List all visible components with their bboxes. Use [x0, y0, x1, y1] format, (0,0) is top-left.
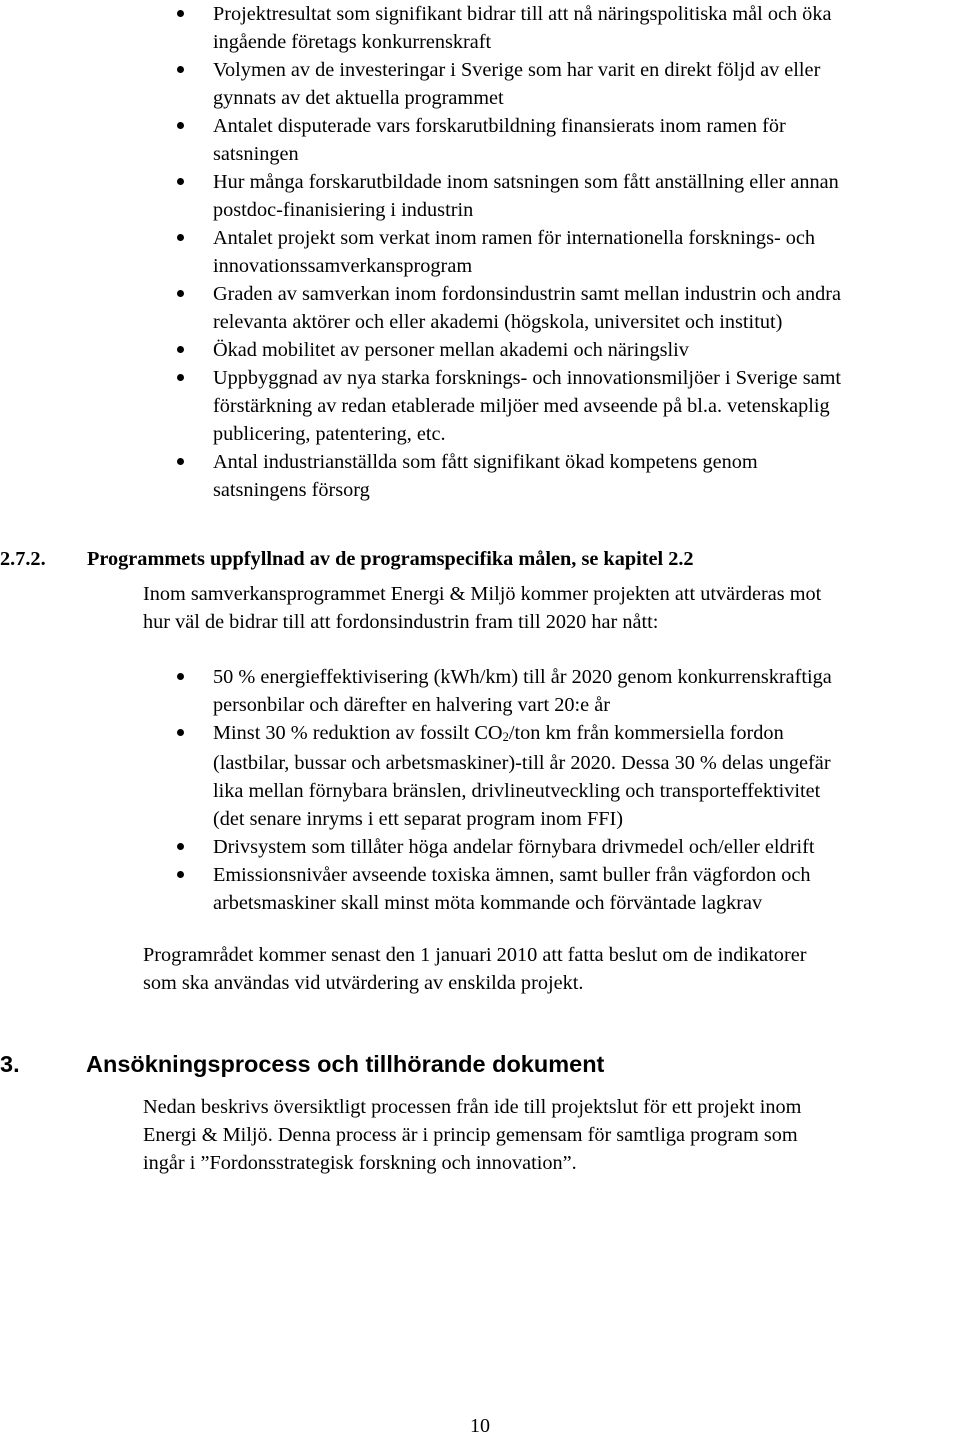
intro-paragraph: Inom samverkansprogrammet Energi & Miljö kommer projekten att utvärderas mot hur väl de bidrar till att fordonsindustrin fram till 2020 har nått:	[143, 583, 822, 633]
list-item	[0, 448, 960, 504]
list-item-text: gynnats av det aktuella programmet	[213, 87, 504, 109]
list-item-text: relevanta aktörer och eller akademi (högskola, universitet och institut)	[213, 311, 783, 333]
list-item-text: lika mellan förnybara bränslen, drivlineutveckling och transporteffektivitet	[213, 780, 821, 802]
bullet-icon	[177, 729, 184, 736]
section-title: Programmets uppfyllnad av de programspecifika målen, se kapitel 2.2	[87, 548, 694, 570]
goals-list	[0, 663, 960, 917]
closing-paragraph: Programrådet kommer senast den 1 januari 2010 att fatta beslut om de indikatorer som ska användas vid utvärdering av enskilda projekt.	[143, 944, 807, 994]
list-item	[0, 833, 960, 861]
list-item-text: Graden av samverkan inom fordonsindustrin samt mellan industrin och andra	[213, 283, 842, 305]
list-item-text: ingående företags konkurrenskraft	[213, 31, 492, 53]
list-item-text: Hur många forskarutbildade inom satsningen som fått anställning eller annan	[213, 171, 839, 193]
bullet-icon	[177, 871, 184, 878]
list-item-text: personbilar och därefter en halvering vart 20:e år	[213, 694, 610, 716]
list-item	[0, 56, 960, 112]
bullet-icon	[177, 234, 184, 241]
bullet-icon	[177, 10, 184, 17]
list-item	[0, 719, 960, 833]
list-item-text: Minst 30 % reduktion av fossilt CO2/ton km från kommersiella fordon	[213, 722, 784, 745]
list-item-text: Emissionsnivåer avseende toxiska ämnen, samt buller från vägfordon och	[213, 864, 811, 886]
list-item-text: (lastbilar, bussar och arbetsmaskiner)-till år 2020. Dessa 30 % delas ungefär	[213, 752, 831, 774]
list-item	[0, 861, 960, 917]
subscript: 2	[502, 730, 509, 745]
bullet-icon	[177, 290, 184, 297]
list-item-text: arbetsmaskiner skall minst möta kommande och förväntade lagkrav	[213, 892, 763, 914]
list-item	[0, 364, 960, 448]
list-item	[0, 112, 960, 168]
section-3-paragraph: Nedan beskrivs översiktligt processen från ide till projektslut för ett projekt inom Energi & Miljö. Denna process är i princip gemensam för samtliga program som ingår i ”Fordonsstrategisk forskning och innovation”.	[143, 1096, 802, 1174]
list-item-text: innovationssamverkansprogram	[213, 255, 473, 277]
bullet-icon	[177, 66, 184, 73]
bullet-icon	[177, 346, 184, 353]
bullet-icon	[177, 374, 184, 381]
list-item-text: förstärkning av redan etablerade miljöer med avseende på bl.a. vetenskaplig	[213, 395, 830, 417]
list-item	[0, 0, 960, 56]
list-item-text: (det senare inryms i ett separat program inom FFI)	[213, 808, 624, 830]
bullet-icon	[177, 843, 184, 850]
list-item-text: Projektresultat som signifikant bidrar till att nå näringspolitiska mål och öka	[213, 3, 832, 25]
list-item	[0, 336, 960, 364]
section-title: Ansökningsprocess och tillhörande dokument	[86, 1051, 605, 1077]
list-item	[0, 663, 960, 719]
list-item-text: Antalet disputerade vars forskarutbildning finansierats inom ramen för	[213, 115, 786, 137]
list-item-text: Ökad mobilitet av personer mellan akademi och näringsliv	[213, 339, 689, 361]
list-item-text: Drivsystem som tillåter höga andelar förnybara drivmedel och/eller eldrift	[213, 836, 815, 858]
list-item	[0, 280, 960, 336]
list-item-text: Uppbyggnad av nya starka forsknings- och innovationsmiljöer i Sverige samt	[213, 367, 842, 389]
list-item-text: Antalet projekt som verkat inom ramen för internationella forsknings- och	[213, 227, 816, 249]
section-number: 2.7.2.	[0, 548, 46, 570]
list-item-text: 50 % energieffektivisering (kWh/km) till år 2020 genom konkurrenskraftiga	[213, 666, 832, 688]
list-item	[0, 224, 960, 280]
bullet-icon	[177, 458, 184, 465]
bullet-icon	[177, 122, 184, 129]
page-number: 10	[470, 1415, 490, 1437]
section-number: 3.	[0, 1051, 20, 1077]
list-item-text: publicering, patentering, etc.	[213, 423, 446, 445]
list-item	[0, 168, 960, 224]
list-item-text: postdoc-finanisiering i industrin	[213, 199, 474, 221]
list-item-text: Volymen av de investeringar i Sverige som har varit en direkt följd av eller	[213, 59, 821, 81]
list-item-text: satsningen	[213, 143, 299, 165]
bullet-icon	[177, 178, 184, 185]
list-item-text: Antal industrianställda som fått signifikant ökad kompetens genom	[213, 451, 758, 473]
indicator-list	[0, 0, 960, 504]
list-item-text: satsningens försorg	[213, 479, 370, 501]
bullet-icon	[177, 673, 184, 680]
